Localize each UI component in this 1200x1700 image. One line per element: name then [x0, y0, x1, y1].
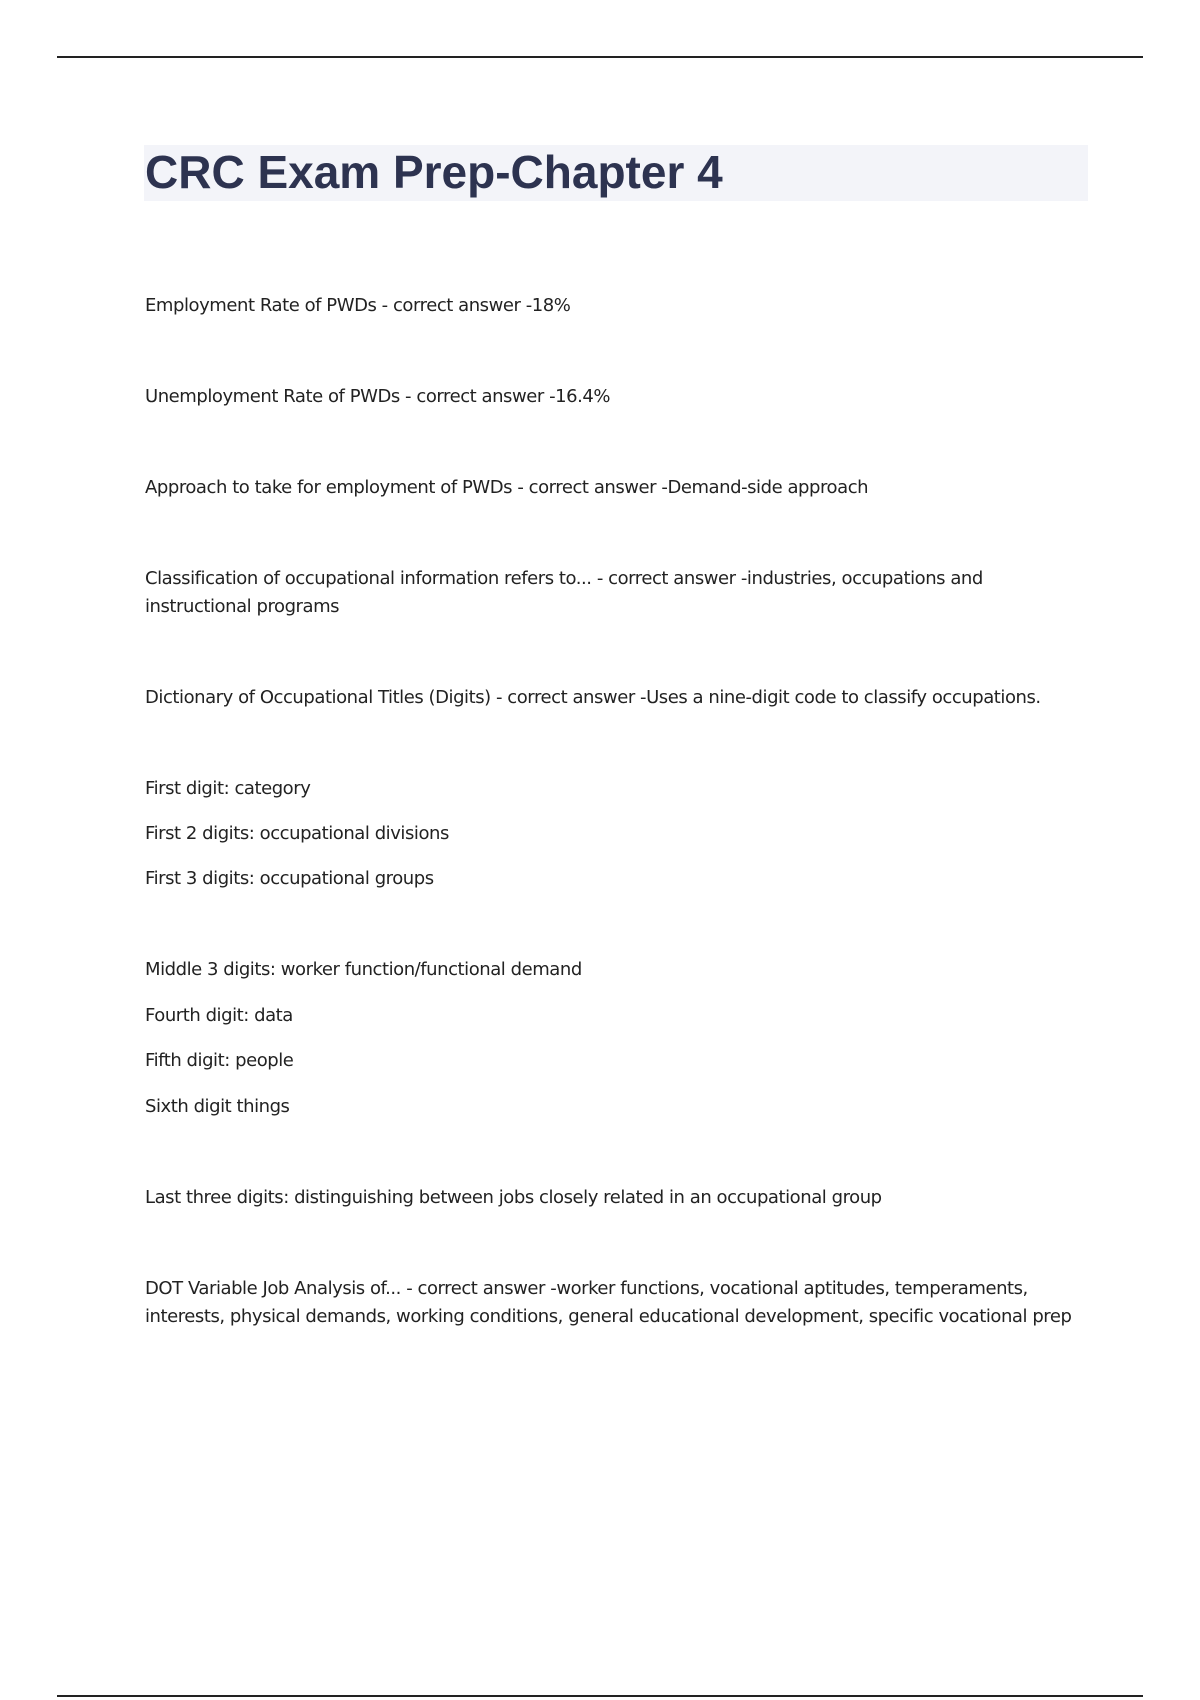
- qa-occupational-classification: Classification of occupational information refers to... - correct answer -industries, occupations and instructional programs: [145, 568, 983, 617]
- bottom-rule: [57, 1695, 1143, 1697]
- page-title: CRC Exam Prep-Chapter 4: [145, 146, 723, 198]
- note-first-digit: First digit: category: [145, 778, 311, 799]
- note-middle-3-digits: Middle 3 digits: worker function/functional demand: [145, 959, 582, 980]
- note-last-three-digits: Last three digits: distinguishing between jobs closely related in an occupational group: [145, 1187, 882, 1208]
- note-sixth-digit: Sixth digit things: [145, 1096, 290, 1117]
- qa-employment-approach: Approach to take for employment of PWDs - correct answer -Demand-side approach: [145, 477, 869, 498]
- note-first-3-digits: First 3 digits: occupational groups: [145, 868, 434, 889]
- note-first-2-digits: First 2 digits: occupational divisions: [145, 823, 449, 844]
- note-fifth-digit: Fifth digit: people: [145, 1050, 294, 1071]
- qa-dot-digits: Dictionary of Occupational Titles (Digits) - correct answer -Uses a nine-digit code to classify occupations.: [145, 687, 1041, 708]
- qa-unemployment-rate: Unemployment Rate of PWDs - correct answer -16.4%: [145, 386, 611, 407]
- note-fourth-digit: Fourth digit: data: [145, 1005, 293, 1026]
- qa-employment-rate: Employment Rate of PWDs - correct answer -18%: [145, 295, 571, 316]
- top-rule: [57, 56, 1143, 58]
- qa-dot-job-analysis: DOT Variable Job Analysis of... - correct answer -worker functions, vocational aptitudes, temperaments, interests, physical demands, working conditions, general educational development, specific vocational prep: [145, 1278, 1072, 1327]
